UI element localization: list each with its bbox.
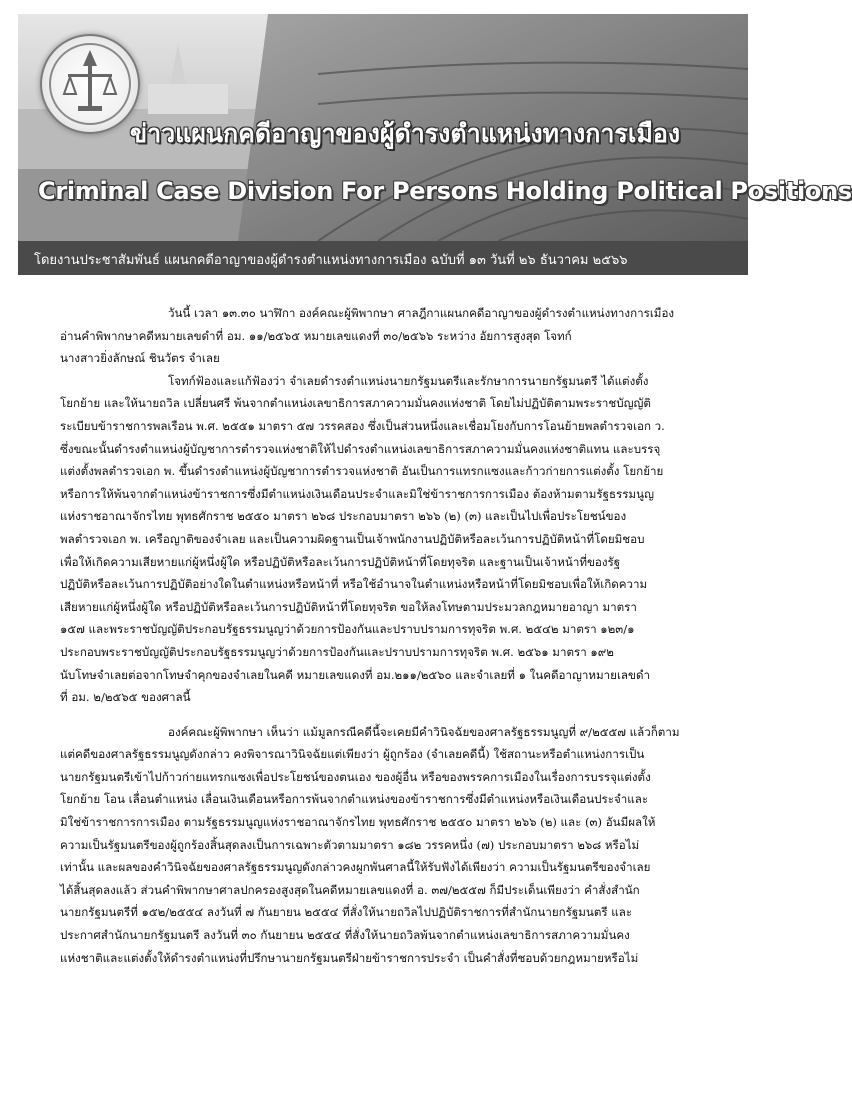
text-line: วันนี้ เวลา ๑๓.๓๐ นาฬิกา องค์คณะผู้พิพากษา ศาลฎีกาแผนกคดีอาญาของผู้ดำรงตำแหน่งทางการเมือง: [168, 306, 675, 320]
text-line: แต่คดีของศาลรัฐธรรมนูญดังกล่าว คงพิจารณาวินิจฉัยแต่เพียงว่า ผู้ถูกร้อง (จำเลยคดีนี้) ใช้สถานะหรือตำแหน่งการเป็น: [60, 747, 645, 762]
text-line: ๑๕๗ และพระราชบัญญัติประกอบรัฐธรรมนูญว่าด้วยการป้องกันและปราบปรามการทุจริต พ.ศ. ๒๕๔๒ มาตรา ๑๒๓/๑: [60, 622, 635, 637]
text-line: ระเบียบข้าราชการพลเรือน พ.ศ. ๒๕๕๑ มาตรา ๕๗ วรรคสอง ซึ่งเป็นส่วนหนึ่งและเชื่อมโยงกับการโอนย้ายพลตำรวจเอก ว.: [60, 418, 665, 433]
text-line: พลตำรวจเอก พ. เครือญาติของจำเลย และเป็นความผิดฐานเป็นเจ้าพนักงานปฏิบัติหรือละเว้นการปฏิบัติหน้าที่โดยมิชอบ: [60, 531, 645, 546]
banner-title-english: Criminal Case Division For Persons Holding Political Positions: [38, 177, 852, 205]
text-line: แห่งราชอาณาจักรไทย พุทธศักราช ๒๕๕๐ มาตรา ๒๖๘ ประกอบมาตรา ๒๖๖ (๒) (๓) และเป็นไปเพื่อประโยชน์ของ: [60, 509, 627, 524]
issue-info-bar: [18, 241, 748, 275]
text-line: ความเป็นรัฐมนตรีของผู้ถูกร้องสิ้นสุดลงเป็นการเฉพาะตัวตามมาตรา ๑๘๒ วรรคหนึ่ง (๗) ประกอบมาตรา ๒๖๘ หรือไม่: [60, 837, 640, 852]
text-line: เพื่อให้เกิดความเสียหายแก่ผู้หนึ่งผู้ใด หรือปฏิบัติหรือละเว้นการปฏิบัติหน้าที่โดยทุจริต และฐานเป็นเจ้าหน้าที่ของรัฐ: [60, 554, 621, 569]
text-line: เท่านั้น และผลของคำวินิจฉัยของศาลรัฐธรรมนูญดังกล่าวคงผูกพันศาลนี้ให้รับฟังได้เพียงว่า ความเป็นรัฐมนตรีของจำเลย: [60, 860, 651, 875]
text-line: มิใช่ข้าราชการการเมือง ตามรัฐธรรมนูญแห่งราชอาณาจักรไทย พุทธศักราช ๒๕๕๐ มาตรา ๒๖๖ (๒) และ (๓) อันมีผลให้: [60, 815, 656, 830]
text-line: แห่งชาติและแต่งตั้งให้ดำรงตำแหน่งที่ปรึกษานายกรัฐมนตรีฝ่ายข้าราชการประจำ เป็นคำสั่งที่ชอบด้วยกฎหมายหรือไม่: [60, 950, 639, 965]
text-line: หรือการให้พ้นจากตำแหน่งข้าราชการซึ่งมีตำแหน่งเงินเดือนประจำและมิใช่ข้าราชการการเมือง ต้องห้ามตามรัฐธรรมนูญ: [60, 486, 654, 501]
text-line: แต่งตั้งพลตำรวจเอก พ. ขึ้นดำรงตำแหน่งผู้บัญชาการตำรวจแห่งชาติ อันเป็นการแทรกแซงและก้าวก่ายการแต่งตั้ง โยกย้าย: [60, 464, 664, 479]
text-line: นายกรัฐมนตรีเข้าไปก้าวก่ายแทรกแซงเพื่อประโยชน์ของตนเอง ของผู้อื่น หรือของพรรคการเมืองในเรื่องการบรรจุแต่งตั้ง: [60, 769, 651, 784]
text-line: ประกาศสำนักนายกรัฐมนตรี ลงวันที่ ๓๐ กันยายน ๒๕๕๔ ที่สั่งให้นายถวิลพ้นจากตำแหน่งเลขาธิการสภาความมั่นคง: [60, 928, 630, 943]
text-line: ที่ อม. ๒/๒๕๖๕ ของศาลนี้: [60, 690, 191, 705]
text-line: ได้สิ้นสุดลงแล้ว ส่วนคำพิพากษาศาลปกครองสูงสุดในคดีหมายเลขแดงที่ อ. ๓๗/๒๕๕๗ ก็มีประเด็นเพียงว่า คำสั่งสำนัก: [60, 882, 640, 897]
banner-title-thai: ข่าวแผนกคดีอาญาของผู้ดำรงตำแหน่งทางการเมือง: [130, 119, 681, 148]
text-line: เสียหายแก่ผู้หนึ่งผู้ใด หรือปฏิบัติหรือละเว้นการปฏิบัติหน้าที่โดยทุจริต ขอให้ลงโทษตามประมวลกฎหมายอาญา มาตรา: [60, 599, 637, 614]
text-line: นางสาวยิ่งลักษณ์ ชินวัตร จำเลย: [60, 351, 220, 366]
paragraph-3: [60, 721, 710, 970]
text-line: องค์คณะผู้พิพากษา เห็นว่า แม้มูลกรณีคดีนี้จะเคยมีคำวินิจฉัยของศาลรัฐธรรมนูญที่ ๙/๒๕๕๗ แล้วก็ตาม: [168, 724, 680, 739]
text-line: ปฏิบัติหรือละเว้นการปฏิบัติอย่างใดในตำแหน่งหรือหน้าที่ หรือใช้อำนาจในตำแหน่งหรือหน้าที่โดยมิชอบเพื่อให้เกิดความ: [60, 577, 648, 592]
text-line: ซึ่งขณะนั้นดำรงตำแหน่งผู้บัญชาการตำรวจแห่งชาติให้ไปดำรงตำแหน่งเลขาธิการสภาความมั่นคงแห่งชาติแทน และบรรจุ: [60, 441, 661, 456]
text-line: อ่านคำพิพากษาคดีหมายเลขดำที่ อม. ๑๑/๒๕๖๕ หมายเลขแดงที่ ๓๐/๒๕๖๖ ระหว่าง อัยการสูงสุด โจทก์: [60, 328, 572, 343]
court-emblem-logo: [40, 34, 140, 134]
issue-info-text: โดยงานประชาสัมพันธ์ แผนกคดีอาญาของผู้ดำรงตำแหน่งทางการเมือง ฉบับที่ ๑๓ วันที่ ๒๖ ธันวาคม ๒๕๖๖: [34, 253, 628, 268]
text-line: นับโทษจำเลยต่อจากโทษจำคุกของจำเลยในคดี หมายเลขแดงที่ อม.๒๑๑/๒๕๖๐ และจำเลยที่ ๑ ในคดีอาญาหมายเลขดำ: [60, 667, 650, 682]
text-line: โจทก์ฟ้องและแก้ฟ้องว่า จำเลยดำรงตำแหน่งนายกรัฐมนตรีและรักษาการนายกรัฐมนตรี ได้แต่งตั้ง: [168, 373, 649, 388]
text-line: ประกอบพระราชบัญญัติประกอบรัฐธรรมนูญว่าด้วยการป้องกันและปราบปรามการทุจริต พ.ศ. ๒๕๖๑ มาตรา ๑๙๒: [60, 644, 614, 659]
paragraph-2: [60, 370, 710, 709]
header-banner: [18, 14, 852, 241]
text-line: โยกย้าย และให้นายถวิล เปลี่ยนศรี พ้นจากตำแหน่งเลขาธิการสภาความมั่นคงแห่งชาติ โดยไม่ปฏิบัติตามพระราชบัญญัติ: [60, 396, 651, 411]
press-release-body: [60, 302, 710, 969]
text-line: โยกย้าย โอน เลื่อนตำแหน่ง เลื่อนเงินเดือนหรือการพ้นจากตำแหน่งของข้าราชการซึ่งมีตำแหน่งหรือเงินเดือนประจำและ: [60, 792, 649, 807]
text-line: นายกรัฐมนตรีที่ ๑๕๒/๒๕๕๔ ลงวันที่ ๗ กันยายน ๒๕๕๔ ที่สั่งให้นายถวิลไปปฏิบัติราชการที่สำนักนายกรัฐมนตรี และ: [60, 905, 633, 920]
paragraph-1: [60, 302, 710, 370]
